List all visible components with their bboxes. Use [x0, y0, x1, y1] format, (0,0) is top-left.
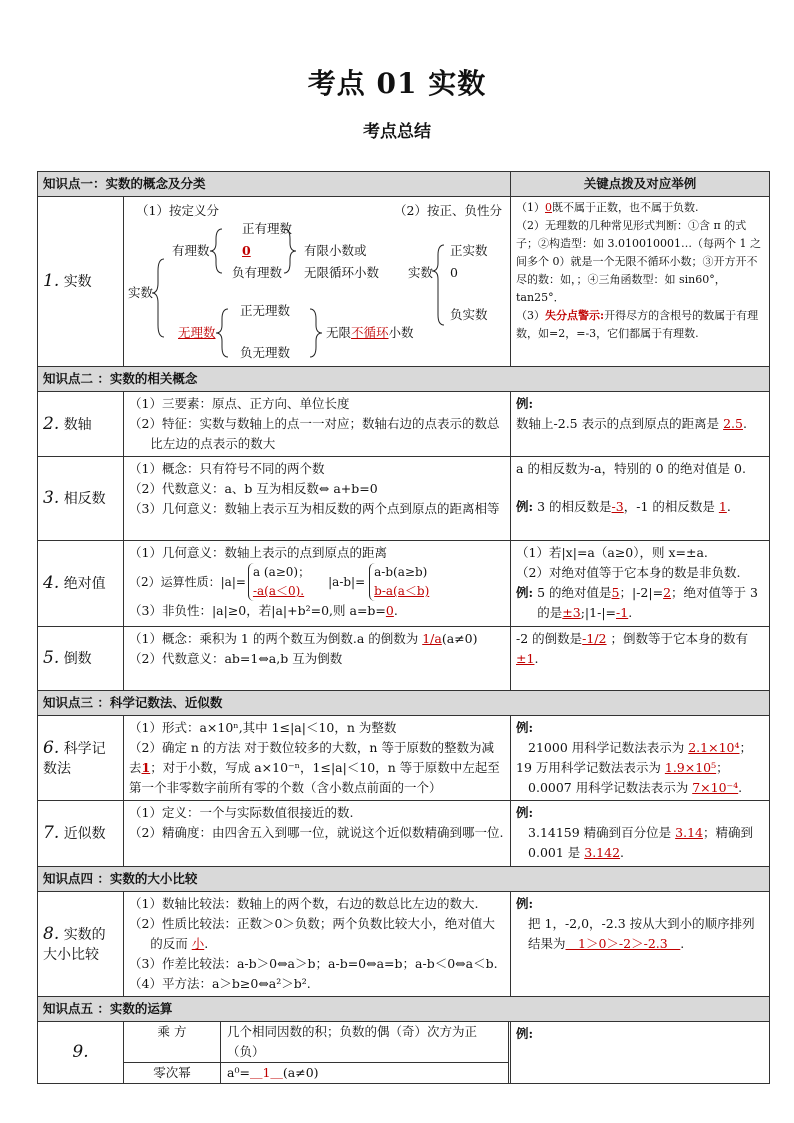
opposite-number-example: a 的相反数为-a，特别的 0 的绝对值是 0. 例: 3 的相反数是-3，-1 的相反数是 1.	[511, 457, 770, 541]
note-3: （3）失分点警示:开得尽方的含根号的数属于有理数，如=2，=-3，它们都属于有理数.	[516, 309, 759, 340]
section-1-right-title: 关键点拨及对应举例	[511, 172, 770, 197]
real-number-notes	[511, 197, 770, 367]
approximate-example: 例: 3.14159 精确到百分位是 3.14；精确到 0.001 是 3.142.	[511, 801, 770, 867]
number-line-content: （1）三要素：原点、正方向、单位长度 （2）特征：实数与数轴上的点一一对应；数轴右边的点表示的数总比左边的点表示的数大	[124, 392, 511, 457]
row-scientific-notation	[38, 716, 770, 801]
section-1-title: 知识点一：实数的概念及分类	[38, 172, 511, 197]
classification-diagram	[124, 197, 502, 361]
row-compare	[38, 892, 770, 997]
topic-number-line: 2. 数轴	[38, 392, 124, 457]
negative-irrational: 负无理数	[240, 345, 291, 360]
zero-power-label: 零次幂	[124, 1063, 221, 1084]
absolute-value-example: （1）若|x|=a（a≥0），则 x=±a. （2）对绝对值等于它本身的数是非负数. 例: 5 的绝对值是5；|-2|=2；绝对值等于 3 的是±3;|1-|=-1.	[511, 541, 770, 627]
non-repeating-decimal: 无限不循环小数	[326, 325, 414, 340]
power-label: 乘 方	[124, 1022, 221, 1063]
irrational-number: 无理数	[178, 325, 216, 340]
negative-rational: 负有理数	[232, 265, 283, 280]
topic-scientific-notation: 6. 科学记数法	[38, 716, 124, 801]
scientific-notation-example: 例: 21000 用科学记数法表示为 2.1×10⁴； 19 万用科学记数法表示为 1.9×10⁵； 0.0007 用科学记数法表示为 7×10⁻⁴.	[511, 716, 770, 801]
row-operations	[38, 1022, 770, 1084]
operations-content	[124, 1022, 511, 1084]
section-header-1	[38, 172, 770, 197]
real-number-sign-root: 实数	[408, 265, 434, 280]
row-reciprocal	[38, 627, 770, 691]
topic-approximate: 7. 近似数	[38, 801, 124, 867]
positive-rational: 正有理数	[242, 221, 293, 236]
section-header-4	[38, 867, 770, 892]
compare-content: （1）数轴比较法：数轴上的两个数，右边的数总比左边的数大. （2）性质比较法：正数＞0＞负数；两个负数比较大小，绝对值大的反而 小. （3）作差比较法：a-b＞0⇔a＞b；a-b=0⇔a=b；a-b＜0⇔a＜b. （4）平方法：a＞b≥0⇔a²＞b².	[124, 892, 511, 997]
topic-operations: 9.	[38, 1022, 124, 1084]
row-approximate	[38, 801, 770, 867]
row-opposite-number	[38, 457, 770, 541]
section-4-title: 知识点四 ：实数的大小比较	[38, 867, 770, 892]
number-line-example: 例: 数轴上-2.5 表示的点到原点的距离是 2.5.	[511, 392, 770, 457]
topic-real-number: 1. 实数	[38, 197, 124, 367]
page-title: 考点 01 实数	[307, 67, 487, 100]
summary-table	[37, 171, 769, 1084]
repeating-decimal: 无限循环小数	[304, 265, 380, 280]
section-2-title: 知识点二 ：实数的相关概念	[38, 367, 770, 392]
section-5-title: 知识点五 ：实数的运算	[38, 997, 770, 1022]
row-number-line	[38, 392, 770, 457]
zero-real: 0	[450, 265, 458, 280]
page-subtitle: 考点总结	[363, 122, 431, 142]
section-3-title: 知识点三 ：科学记数法、近似数	[38, 691, 770, 716]
reciprocal-content: （1）概念：乘积为 1 的两个数互为倒数.a 的倒数为 1/a(a≠0) （2）代数意义：ab=1⇔a,b 互为倒数	[124, 627, 511, 691]
real-number-root: 实数	[128, 285, 154, 300]
negative-real: 负实数	[450, 307, 488, 322]
positive-irrational: 正无理数	[240, 303, 291, 318]
zero-power-desc: a⁰=＿1＿(a≠0)	[221, 1063, 509, 1084]
reciprocal-example: -2 的倒数是-1/2 ；倒数等于它本身的数有±1.	[511, 627, 770, 691]
by-definition-label: （1）按定义分	[136, 203, 219, 218]
topic-absolute-value: 4. 绝对值	[38, 541, 124, 627]
by-sign-label: （2）按正、负性分	[394, 203, 502, 218]
finite-decimal: 有限小数或	[304, 243, 367, 258]
note-2: （2）无理数的几种常见形式判断：①含 π 的式子；②构造型：如 3.010010001…（每两个 1 之间多个 0）就是一个无限不循环小数；③开方开不尽的数：如，；④三角函数型：如 sin60°，tan25°．	[516, 219, 761, 304]
topic-compare: 8. 实数的大小比较	[38, 892, 124, 997]
section-header-3	[38, 691, 770, 716]
compare-example: 例: 把 1，-2,0，-2.3 按从大到小的顺序排列结果为＿1＞0＞-2＞-2.3＿.	[511, 892, 770, 997]
power-desc: 几个相同因数的积；负数的偶（奇）次方为正（负）	[221, 1022, 509, 1063]
scientific-notation-content: （1）形式：a×10ⁿ,其中 1≤|a|＜10，n 为整数 （2）确定 n 的方法 对于数位较多的大数，n 等于原数的整数为减去1；对于小数，写成 a×10⁻ⁿ，1≤|a|＜10，n 等于原数中左起至第一个非零数字前所有零的个数（含小数点前面的一个）	[124, 716, 511, 801]
topic-reciprocal: 5. 倒数	[38, 627, 124, 691]
positive-real: 正实数	[450, 243, 488, 258]
topic-opposite-number: 3. 相反数	[38, 457, 124, 541]
absolute-value-content: （1）几何意义：数轴上表示的点到原点的距离 （2）运算性质：|a|= a (a≥0)； -a(a＜0). |a-b|= a-b(a≥b) b-a(a＜b) （3）非负性：|a|≥0，若|a|+b²=0,则 a=b=0.	[124, 541, 511, 627]
rational-number: 有理数	[172, 243, 210, 258]
note-1: （1）0既不属于正数，也不属于负数.	[516, 201, 699, 214]
operations-example: 例:	[511, 1022, 770, 1084]
row-absolute-value	[38, 541, 770, 627]
zero-answer: 0	[242, 243, 251, 258]
row-real-number	[38, 197, 770, 367]
approximate-content: （1）定义：一个与实际数值很接近的数. （2）精确度：由四舍五入到哪一位，就说这个近似数精确到哪一位.	[124, 801, 511, 867]
opposite-number-content: （1）概念：只有符号不同的两个数 （2）代数意义：a、b 互为相反数⇔ a+b=0 （3）几何意义：数轴上表示互为相反数的两个点到原点的距离相等	[124, 457, 511, 541]
section-header-5	[38, 997, 770, 1022]
section-header-2	[38, 367, 770, 392]
